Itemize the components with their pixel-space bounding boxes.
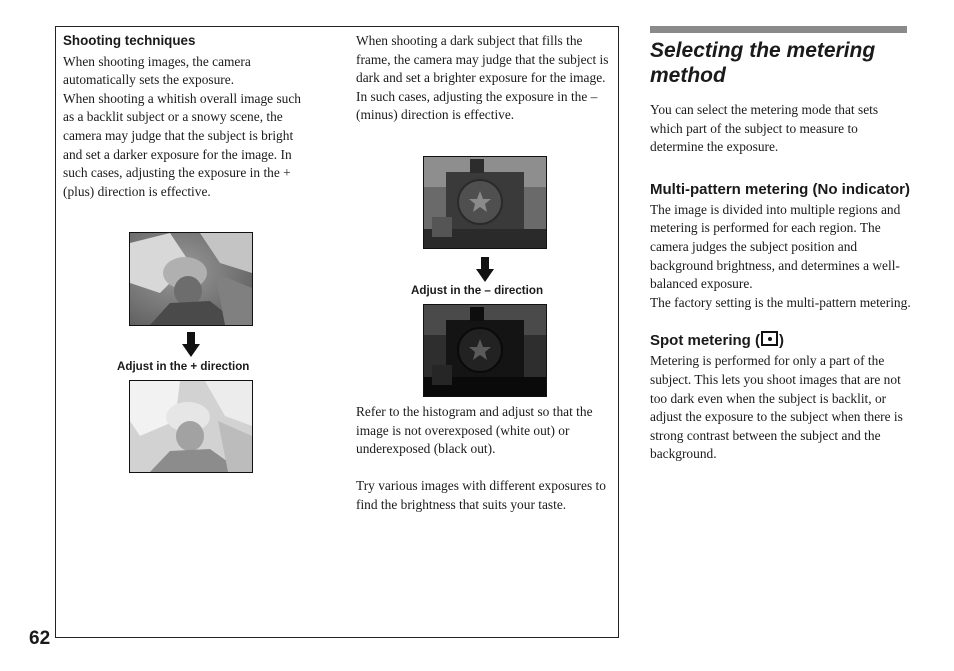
plus-direction-caption: Adjust in the + direction	[117, 360, 250, 373]
section-intro: You can select the metering mode that sets which part of the subject to measure to determine the exposure.	[650, 102, 879, 155]
backlit-photo-original	[129, 232, 253, 326]
section-header-bar	[650, 26, 907, 33]
section-paragraph: The factory setting is the multi-pattern metering.	[650, 294, 911, 310]
down-arrow-icon	[182, 332, 200, 358]
spot-heading-close: )	[779, 332, 785, 350]
spot-metering-icon	[761, 331, 778, 346]
spot-metering-heading	[650, 331, 912, 350]
page-number: 62	[29, 628, 51, 649]
minus-direction-caption: Adjust in the – direction	[411, 284, 544, 297]
box-paragraph: When shooting images, the camera automatically sets the exposure.	[63, 53, 251, 88]
backlit-photo-adjusted	[129, 380, 253, 473]
dark-train-photo-adjusted	[423, 304, 547, 397]
box-heading: Shooting techniques	[63, 33, 196, 48]
box-paragraph: When shooting a dark subject that fills the frame, the camera may judge that the subject is dark and set a brighter exposure for the image. In such cases, adjusting the exposure in the – (minus) direction is effective.	[356, 33, 609, 123]
spot-heading-text: Spot metering (	[650, 332, 761, 350]
box-column-right	[356, 32, 618, 125]
section-paragraph: The image is divided into multiple regions and metering is performed for each region. The camera judges the subject position and background brightness, and determines a well-balanced exposure.	[650, 201, 901, 292]
box-paragraph: Try various images with different exposures to find the brightness that suits your taste.	[356, 478, 606, 512]
section-body	[650, 101, 912, 464]
dark-train-photo-original	[423, 156, 547, 249]
box-column-left	[63, 32, 315, 201]
box-column-right-lower	[356, 403, 618, 515]
page-title: Selecting the metering method	[650, 39, 876, 87]
box-paragraph: Refer to the histogram and adjust so that the image is not overexposed (white out) or underexposed (black out).	[356, 404, 593, 457]
section-paragraph: Metering is performed for only a part of the subject. This lets you shoot images that are not too dark even when the subject is backlit, or adjust the exposure to the subject when there is strong contrast between the subject and the background.	[650, 353, 903, 462]
multi-pattern-heading: Multi-pattern metering (No indicator)	[650, 180, 910, 198]
down-arrow-icon	[476, 257, 494, 283]
box-paragraph: When shooting a whitish overall image such as a backlit subject or a snowy scene, the camera may judge that the subject is bright and set a darker exposure for the image. In such cases, adjusting the exposure in the + (plus) direction is effective.	[63, 90, 302, 199]
